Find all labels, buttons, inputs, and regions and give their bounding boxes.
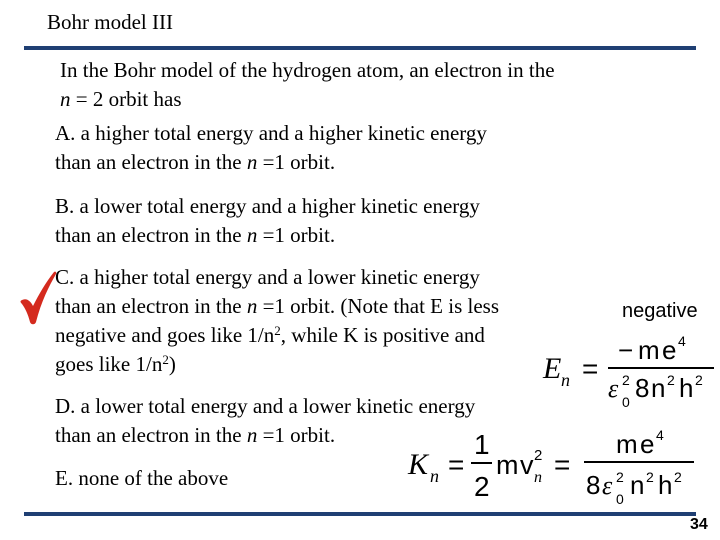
option-a-line-2 xyxy=(55,148,487,177)
option-c-var-n: n xyxy=(246,294,258,318)
eq-e-symbol: E xyxy=(543,352,562,385)
option-c-note-end: ) xyxy=(168,352,176,376)
question-line-2-rest: = 2 orbit has xyxy=(70,87,182,111)
option-d-text: than an electron in the xyxy=(55,423,247,447)
option-c-note-a: negative and goes like 1/n xyxy=(55,323,275,347)
eq-k-v: v xyxy=(520,450,534,480)
eq-k-num-m: m xyxy=(616,429,638,459)
option-c-line-3 xyxy=(55,321,499,350)
option-c-line-1: C. a higher total energy and a lower kinetic energy xyxy=(55,265,480,289)
eq-e-den-h: h xyxy=(679,373,694,403)
option-a-text: than an electron in the xyxy=(55,150,247,174)
eq-e-den-n-sup: 2 xyxy=(667,372,675,388)
eq-k-symbol: K xyxy=(408,448,429,481)
title-divider xyxy=(24,46,696,50)
option-b-text-end: =1 orbit. xyxy=(257,223,336,247)
eq-e-den-n: n xyxy=(651,373,666,403)
eq-k-num-e: e xyxy=(640,429,655,459)
eq-k-m: m xyxy=(496,450,519,480)
eq-e-num-exp: 4 xyxy=(678,333,686,349)
eq-k-equals-1: = xyxy=(448,449,465,480)
eq-k-den-eps: ε xyxy=(602,471,613,500)
negative-label: negative xyxy=(622,300,698,322)
slide-number: 34 xyxy=(690,516,708,533)
eq-e-den-h-sup: 2 xyxy=(695,372,703,388)
option-c-note-b: , while K is positive and xyxy=(280,323,485,347)
option-d-line-1: D. a lower total energy and a lower kinetic energy xyxy=(55,394,476,418)
eq-k-den-eps-sub: 0 xyxy=(616,491,624,506)
eq-k-v-sup: 2 xyxy=(534,447,543,464)
eq-k-num-exp: 4 xyxy=(656,427,664,443)
option-e[interactable] xyxy=(55,464,228,493)
option-a[interactable] xyxy=(55,119,487,177)
slide-title: Bohr model III xyxy=(47,10,173,34)
eq-e-num-e: e xyxy=(662,335,677,365)
option-c-text-mid: =1 orbit. (Note that E is less xyxy=(257,294,499,318)
option-a-text-end: =1 orbit. xyxy=(257,150,336,174)
eq-k-den-h-sup: 2 xyxy=(674,469,682,485)
eq-e-subscript: n xyxy=(561,370,570,390)
option-e-line-1: E. none of the above xyxy=(55,466,229,490)
option-b-var-n: n xyxy=(246,223,258,247)
eq-k-half-num: 1 xyxy=(474,429,490,460)
option-b[interactable] xyxy=(55,192,480,250)
option-b-line-2 xyxy=(55,221,480,250)
eq-k-den-h: h xyxy=(658,470,673,500)
eq-k-equals-2: = xyxy=(554,449,571,480)
kinetic-equation xyxy=(404,422,700,506)
option-a-line-1: A. a higher total energy and a higher kinetic energy xyxy=(55,121,487,145)
eq-k-den-n: n xyxy=(630,470,645,500)
eq-k-v-sub: n xyxy=(534,469,542,486)
option-c-exponent-b: 2 xyxy=(162,352,169,367)
eq-e-num-minus: − xyxy=(618,335,634,365)
option-b-text: than an electron in the xyxy=(55,223,247,247)
footer-divider xyxy=(24,512,696,516)
option-c-line-4 xyxy=(55,350,499,379)
checkmark-icon xyxy=(18,270,58,326)
eq-k-half-den: 2 xyxy=(474,471,490,502)
option-a-var-n: n xyxy=(246,150,258,174)
eq-k-den-eps-sup: 2 xyxy=(616,469,624,485)
option-c-text: than an electron in the xyxy=(55,294,247,318)
option-d-var-n: n xyxy=(246,423,258,447)
option-c[interactable] xyxy=(55,263,499,379)
question-var-n: n xyxy=(60,87,71,111)
eq-e-den-8: 8 xyxy=(635,373,650,403)
question-text xyxy=(60,56,555,114)
energy-equation xyxy=(538,330,720,412)
eq-e-den-eps-sup: 2 xyxy=(622,372,630,388)
eq-k-den-n-sup: 2 xyxy=(646,469,654,485)
eq-k-den-8: 8 xyxy=(586,470,601,500)
eq-k-subscript: n xyxy=(430,466,439,486)
eq-e-den-eps: ε xyxy=(608,374,619,403)
option-c-line-2 xyxy=(55,292,499,321)
option-c-exponent-a: 2 xyxy=(274,323,281,338)
option-d-text-end: =1 orbit. xyxy=(257,423,336,447)
question-line-2 xyxy=(60,85,555,114)
option-b-line-1: B. a lower total energy and a higher kinetic energy xyxy=(55,194,480,218)
eq-e-equals: = xyxy=(582,353,599,384)
eq-e-den-eps-sub: 0 xyxy=(622,394,630,410)
question-line-1: In the Bohr model of the hydrogen atom, an electron in the xyxy=(60,58,555,82)
option-c-note-c: goes like 1/n xyxy=(55,352,163,376)
eq-e-num-m: m xyxy=(638,335,660,365)
